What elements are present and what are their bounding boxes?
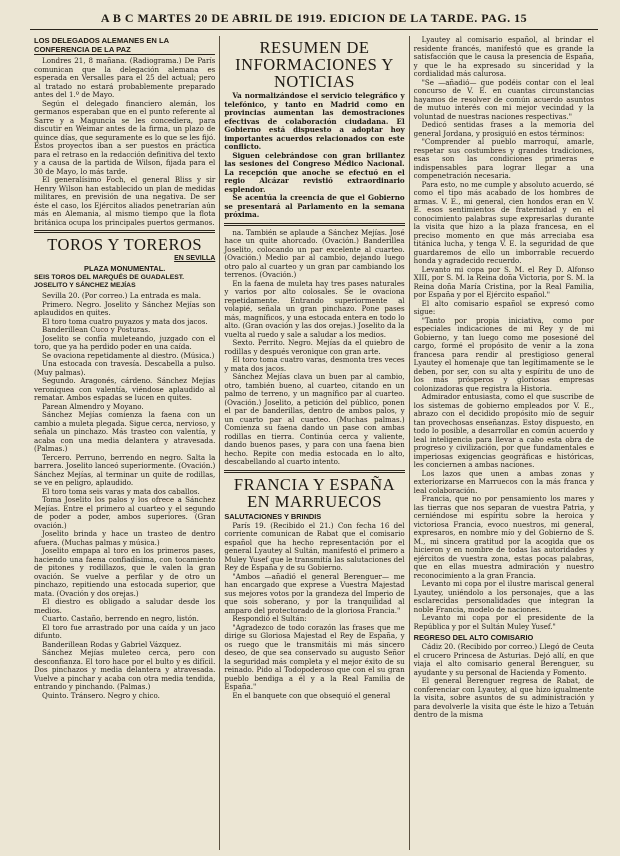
paragraph: Sánchez Mejías clava un buen par al cambio, otro, también bueno, al cuarteo, citando en un palmo de terreno, y un magnífico par al cuarteo. (Ovación.) Joselito, a petición del público, ponen el par de banderillas, dentro de ambos palos, y un cuarto par al cuarteo. (Muchas palmas.) Comienza su faena dando un pase con ambas rodillas en tierra. Continúa cerca y valiente, dando buenos pases, y para con una faena bien hecho. Repite con media estocada en lo alto, descabellando al cuarto intento.: [224, 372, 405, 466]
article-title-francia: FRANCIA Y ESPAÑA EN MARRUECOS: [233, 474, 396, 511]
paragraph: Francia, que no por pensamiento los mares y las tierras que nos separan de vuestra Patria, y cerniéndose mi espíritu sobre la heroica y victoriosa Francia, evoco nuestros, mi general, expresaros, en nombre mío y del Gobierno de S. M., mi sincera gratitud por la acogida que os hicieron y en nombre de todas las autoridades y ejércitos de vuestra zona, estas pocas palabras, que en ellas muestra admiración y nuestro reconocimiento a la gran Francia.: [413, 494, 594, 580]
paragraph: Sánchez Mejías muleteo cerca, pero con desconfianza. El toro hace por el bulto y es difícil. Dos pinchazos y media delantera y atravesada. Vuelve a pinchar y acaba con otra media tendida, entrando y pinchando. (Palmas.): [34, 648, 216, 691]
paragraph: París 19. (Recibido el 21.) Con fecha 16 del corriente comunican de Rabat que el comisario español que ha hecho representación por el general Lyautey al Sultán, manifestó el primero a Muley Yusef que le transmitía las salutaciones del Rey de España y de su Gobierno.: [224, 520, 405, 572]
paragraph: El toro toma cuatro puyazos y mata dos jacos.: [42, 316, 208, 326]
divider: [224, 470, 404, 473]
paragraph: El toro fue arrastrado por una caída y un jaco difunto.: [34, 622, 216, 640]
column-2: [219, 36, 408, 850]
paragraph: Joselito se confía muleteando, juzgado con el toro, que ya ha perdido poder en una caída.: [34, 333, 216, 351]
article-title-toros: TOROS Y TOREROS: [47, 235, 203, 254]
column-1: [30, 36, 219, 850]
paragraph: Londres 21, 8 mañana. (Radiograma.) De París comunican que la delegación alemana es esperada en Versalles para el 25 del actual; pero al tratado no estará probablemente preparado antes del 1.º de Mayo.: [34, 56, 216, 99]
paragraph: Una estocada con travesía. Descabella a pulso. (Muy palmas).: [34, 359, 216, 377]
paragraph: Quinto. Tránsero. Negro y chico.: [42, 690, 160, 700]
paragraph: En el banquete con que obsequió el general: [232, 690, 391, 700]
divider: [224, 223, 404, 226]
paragraph: Sevilla 20. (Por correo.) La entrada es mala.: [42, 291, 201, 300]
paragraph: Levanto mi copa por S. M. el Rey D. Alfonso XIII, por S. M. la Reina doña Victoria, por S. M. la Reina doña María Cristina, por la Real Familia, por España y por el Ejército español.": [413, 264, 594, 299]
paragraph: Se ovaciona repetidamente al diestro. (Música.): [42, 350, 215, 360]
paragraph: Sánchez Mejías comienza la faena con un cambio a muleta plegada. Sigue cerca, nervioso, y señala un pinchazo. Más trasteo con valentía, y acaba con una media delantera y atravesada. (Palmas.): [34, 410, 216, 453]
paragraph: Siguen celebrándose con gran brillantez las sesiones del Congreso Médico Nacional. La recepción que anoche se efectuó en el regio Alcázar revistió extraordinario esplendor.: [224, 150, 405, 194]
section-plaza: PLAZA MONUMENTAL.: [84, 264, 166, 273]
paragraph: Tercero. Perruno, berrendo en negro. Salta la barrera. Joselito lanceó superiormente. (Ovación.) Sánchez Mejías, al terminar un quite de rodillas, se ve en peligro, aplaudido.: [34, 452, 216, 487]
paragraph: El alto comisario español se expresó como sigue:: [413, 298, 594, 316]
paragraph: Banderillean Rodas y Gabriel Vázquez.: [42, 639, 182, 649]
paragraph: El general Berenguer regresa de Rabat, de conferenciar con Lyautey, al que hizo igualmente la visita, sobre asuntos de su administración y para devolverle la visita que éste le hizo a Tetuán dentro de la misma: [413, 676, 594, 719]
paragraph: El generalísimo Foch, el general Bliss y sir Henry Wilson han establecido un plan de medidas militares, en previsión de una negativa. De ser éste el caso, los Ejércitos aliados penetrarían aún más en Alemania, al mismo tiempo que la flota británica ocupa los principales puertos germanos.: [34, 175, 216, 227]
article-title-regreso: REGRESO DEL ALTO COMISARIO: [413, 633, 534, 642]
paragraph: Para esto, no me cumple y absoluto acuerdo, sé como el tipo más acabado de los hombres de armas. V. E., mi general, cien hondos eran en V. E. esos sentimientos de fraternidad y en el conocimiento palabras supe expresarlas durante la visita que hizo a la plaza francesa, en el preciso momento en que más arreciaba esa titánica lucha, y tenga V. E. la seguridad de que guardaremos de ello un imborrable recuerdo honda y agradecido recuerdo.: [413, 179, 594, 265]
paragraph: "Agradezco de todo corazón las frases que me dirige su Gloriosa Majestad el Rey de España, y os ruego que le transmitáis mi más sincero deseo, de que sea conservado su augusto Señor la seguridad más completa y el mejor éxito de su reinado. Pido al Todopoderoso que con el su gran pueblo bendiga a él y a la Real Familia de España.": [224, 622, 405, 691]
section-plaza-sub: SEIS TOROS DEL MARQUÉS DE GUADALEST. JOSELITO Y SÁNCHEZ MEJÍAS: [34, 274, 185, 289]
paragraph: Parean Almendro y Moyano.: [42, 401, 144, 411]
paragraph: El toro toma cuatro varas, desmonta tres veces y mata dos jacos.: [224, 355, 405, 373]
paragraph: Respondió el Sultán:: [232, 614, 307, 623]
paragraph: Va normalizándose el servicio telegráfico y telefónico, y tanto en Madrid como en provincias aumentan las demostraciones efectivas de colaboración ciudadana. El Gobierno está dispuesto a adoptar hoy importantes acuerdos relacionados con este conflicto.: [224, 91, 405, 151]
paragraph: Según el delegado financiero alemán, los germanos esperaban que en el punto referente al Sarre y a Maguncia se les concediera, para discutir en Weimar antes de la firma, un plazo de quince días, que seguramente es lo que se les fijó. Estos proyectos iban a ser puestos en práctica para el retraso en la redacción definitiva del texto y a causa de la partida de Wilson, fijada para el 30 de Mayo, lo más tarde.: [34, 98, 216, 176]
divider: [34, 230, 215, 233]
paragraph: Los lazos que unen a ambas zonas y exteriorizarse en Marruecos con la más franca y leal colaboración.: [413, 468, 594, 495]
paragraph: Banderillean Cuco y Posturas.: [42, 325, 151, 334]
paragraph: Cuarto. Castaño, berrendo en negro, listón.: [42, 614, 199, 623]
paragraph: Sexto. Perrito. Negro. Mejías da el quiebro de rodillas y después veronique con gran arte.: [224, 338, 405, 356]
paragraph: Levanto mi copa por el ilustre mariscal general Lyautey, uniéndolo a los personajes, que a las esclarecidas personalidades que integran la noble Francia, modelo de naciones.: [413, 579, 594, 614]
paragraph: "Comprender al pueblo marroquí, amarle, respetar sus costumbres y grandes tradiciones, esas son las condiciones primeras e indispensables para lograr llegar a una compenetración necesaria.: [413, 137, 594, 180]
paragraph: Toma Joselito los palos y los ofrece a Sánchez Mejías. Entre el primero al cuarteo y el segundo de poder a poder, ambos superiores. (Gran ovación.): [34, 495, 216, 530]
paragraph: El diestro es obligado a saludar desde los medios.: [34, 597, 216, 615]
paragraph: "Ambos —añadió el general Berenguer— me han encargado que exprese a Vuestra Majestad sus mejores votos por la grandeza del Imperio de que sois soberano, y por la tranquilidad al amparo del protectorado de la gloriosa Francia.": [224, 571, 405, 615]
article-subtitle-salutaciones: SALUTACIONES Y BRINDIS: [224, 511, 322, 521]
paragraph: Joselito empapa al toro en los primeros pases, haciendo una faena confiadísima, con tocamiento de pitones y rodillazos, que le valen la gran ovación. Se vuelve a perfilar y de otro un pinchazo, repitiendo una estocada superior, que mata. (Ovación y dos orejas.): [34, 546, 216, 598]
paragraph: Lyautey al comisario español, al brindar el residente francés, manifestó que es grande la satisfacción que le causa la presencia de España, y que le ha expresado su sinceridad y la cordialidad más calurosa.: [413, 36, 594, 78]
paragraph: Levanto mi copa por el presidente de la República y por el Sultán Muley Yusef.": [413, 613, 594, 631]
paragraph: El toro toma seis varas y mata dos caballos.: [42, 486, 200, 496]
paragraph: Joselito brinda y hace un trasteo de dentro afuera. (Muchas palmas y música.): [34, 529, 216, 547]
paragraph: Dedicó sentidas frases a la memoria del general Jordana, y prosiguió en estos términos:: [413, 120, 594, 138]
article-title-resumen: RESUMEN DE INFORMACIONES Y NOTICIAS: [235, 38, 394, 91]
paragraph: Primero. Negro. Joselito y Sánchez Mejías son aplaudidos en quites.: [34, 299, 216, 317]
paragraph: na. También se aplaude a Sánchez Mejías. José hace un quite ahorcado. (Ovación.) Banderillea Joselito, colocando un par excelente al cuarteo. (Ovación.) Medio par al cambio, dejando luego otro palo al cuarteo y un gran par cambiando los terrenos. (Ovación.): [224, 227, 405, 279]
article-subtitle-sevilla: EN SEVILLA: [174, 255, 216, 262]
paragraph: Admirador entusiasta, como el que suscribe de los sistemas de gobierno empleados por V. E., abrazo con el decidido propósito mío de seguir tan provechosas enseñanzas. Estoy dispuesto, en todo lo posible, a desarrollar en común acuerdo y leal inteligencia para llevar a cabo esta obra de progreso y civilización, por que fundamentales e imperiosas exigencias geográficas e históricas, les conciernen a ambas naciones.: [413, 392, 594, 469]
paragraph: Cádiz 20. (Recibido por correo.) Llegó de Ceuta el crucero Princesa de Asturias. Dejó allí, en que viaja el alto comisario general Berenguer, su ayudante y su personal de Hacienda y Fomento.: [413, 642, 594, 677]
paragraph: "Se —añadió— que podéis contar con el leal concurso de V. E. en cuantas circunstancias hayamos de resolver de común acuerdo asuntos de mutuo interés con mi mejor vecindad y la voluntad de nuestras naciones respectivas.": [413, 77, 594, 121]
page-header: A B C MARTES 20 DE ABRIL DE 1919. EDICION DE LA TARDE. PAG. 15: [30, 0, 598, 30]
columns: [30, 36, 598, 850]
paragraph: "Tanto por propia iniciativa, como por especiales indicaciones de mi Rey y de mi Gobierno, y tan luego como me posesioné del cargo, formé el propósito de venir a la zona francesa para rendir al prestigioso general Lyautey el homenaje que tan legítimamente se le deben, por ser, con su alta y espíritu de uno de los más prósperos y gloriosas empresas colonizadoras que registra la Historia.: [413, 315, 594, 393]
paragraph: En la faena de muleta hay tres pases naturales y varios por alto colosales. Se le ovaciona repetidamente. Entrando superiormente al volapié, señala un gran pinchazo. Pone pases más, magníficos, y una estocada entera en todo lo alto. (Gran ovación y las dos orejas.) Joselito da la vuelta al ruedo y sale a saludar a los medios.: [224, 278, 405, 339]
paragraph: Segundo. Aragonés, cárdeno. Sánchez Mejías veroniquea con valentía, viéndose aplaudido al rematar. Ambos espadas se lucen en quites.: [34, 376, 216, 402]
paragraph: Se acentúa la creencia de que el Gobierno se presentará al Parlamento en la semana próxima.: [224, 193, 405, 219]
column-3: [409, 36, 598, 850]
article-title-delegados: LOS DELEGADOS ALEMANES EN LA CONFERENCIA DE LA PAZ: [34, 36, 215, 55]
